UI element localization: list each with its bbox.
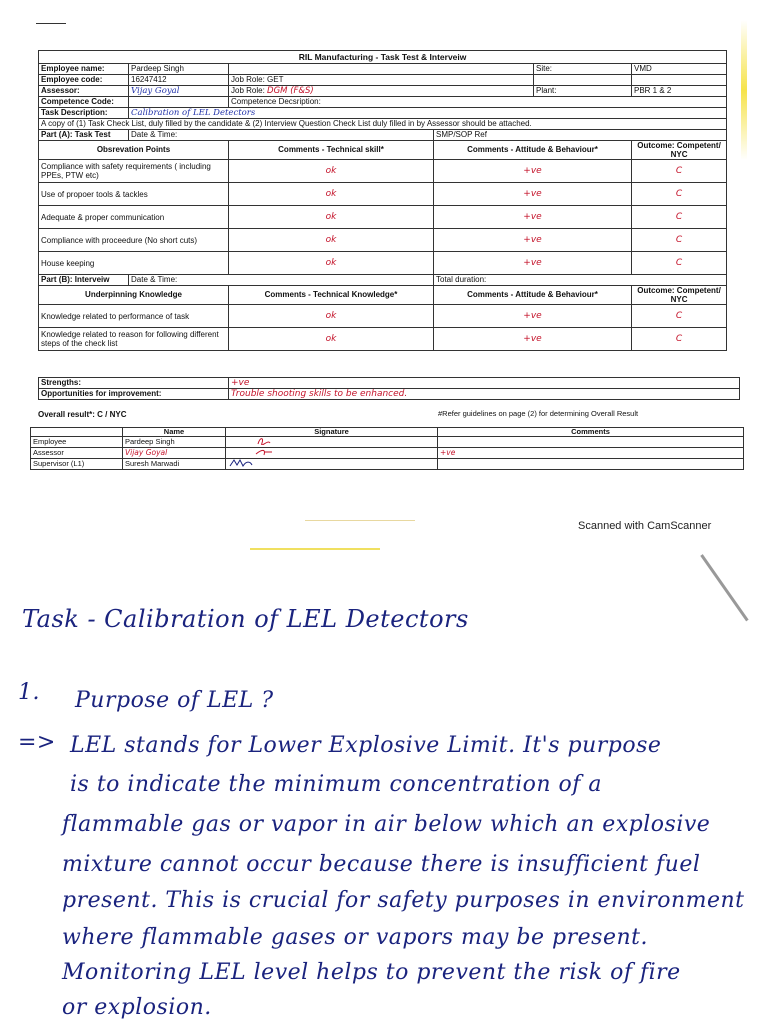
outcome: C [632, 229, 727, 252]
tech-comment: ok [229, 229, 434, 252]
attitude-comment: +ve [434, 305, 632, 328]
assessor-job-role-value: DGM (F&S) [267, 86, 314, 96]
employee-name-value: Pardeep Singh [129, 64, 229, 75]
employee-name-label: Employee name: [39, 64, 129, 75]
table-row [39, 252, 727, 275]
observation-point: Adequate & proper communication [39, 206, 229, 229]
signature [226, 448, 438, 459]
table-row [31, 459, 744, 470]
part-a-header-tech: Comments - Technical skill* [229, 141, 434, 160]
part-a-label: Part (A): Task Test [39, 130, 129, 141]
sig-role: Employee [31, 437, 123, 448]
divider [305, 520, 415, 521]
page-mark [36, 23, 66, 24]
scanner-watermark: Scanned with CamScanner [578, 520, 712, 532]
strengths-value: +ve [229, 378, 740, 389]
sig-comment [438, 437, 744, 448]
attitude-comment: +ve [434, 252, 632, 275]
tech-comment: ok [229, 252, 434, 275]
answer-line: or explosion. [62, 995, 212, 1020]
divider [250, 548, 380, 550]
site-label: Site: [534, 64, 632, 75]
tech-comment: ok [229, 305, 434, 328]
part-b-header-tech: Comments - Technical Knowledge* [229, 286, 434, 305]
attitude-comment: +ve [434, 160, 632, 183]
competence-code-label: Competence Code: [39, 97, 129, 108]
table-row [39, 160, 727, 183]
question-number: 1. [18, 680, 40, 705]
part-a-header-attitude: Comments - Attitude & Behaviour* [434, 141, 632, 160]
table-row [31, 448, 744, 459]
tech-comment: ok [229, 160, 434, 183]
part-b-header-points: Underpinning Knowledge [39, 286, 229, 305]
observation-point: Compliance with proceedure (No short cuts) [39, 229, 229, 252]
assessor-job-role-label: Job Role: [231, 86, 265, 95]
competence-description-label: Competence Decsription: [229, 97, 727, 108]
employee-code-value: 16247412 [129, 75, 229, 86]
part-b-header-outcome: Outcome: Competent/ NYC [632, 286, 727, 305]
smp-ref-label: SMP/SOP Ref [434, 130, 727, 141]
answer-line: is to indicate the minimum concentration of a [70, 772, 603, 797]
sig-role: Assessor [31, 448, 123, 459]
answer-line: where flammable gases or vapors may be present. [62, 925, 648, 950]
table-row [39, 206, 727, 229]
signature-table [30, 427, 744, 470]
outcome: C [632, 305, 727, 328]
answer-line: flammable gas or vapor in air below which an explosive [62, 812, 711, 837]
signature [226, 437, 438, 448]
part-a-date-label: Date & Time: [129, 130, 434, 141]
improvement-label: Opportunities for improvement: [39, 389, 229, 400]
observation-point: Compliance with safety requirements ( including PPEs, PTW etc) [39, 160, 229, 183]
assessor-value: Vijay Goyal [129, 86, 229, 97]
signature [226, 459, 438, 470]
attitude-comment: +ve [434, 328, 632, 351]
job-role-value: GET [267, 75, 284, 84]
refer-note: #Refer guidelines on page (2) for determining Overall Result [438, 409, 639, 418]
task-description-value: Calibration of LEL Detectors [129, 108, 727, 119]
assessment-form [38, 50, 726, 351]
employee-code-label: Employee code: [39, 75, 129, 86]
site-value: VMD [632, 64, 727, 75]
table-row [39, 229, 727, 252]
highlighter-mark [741, 20, 747, 160]
attitude-comment: +ve [434, 183, 632, 206]
part-a-header-outcome: Outcome: Competent/ NYC [632, 141, 727, 160]
tech-comment: ok [229, 183, 434, 206]
strengths-section [38, 377, 740, 400]
plant-label: Plant: [534, 86, 632, 97]
outcome: C [632, 183, 727, 206]
pen-shadow [700, 554, 748, 621]
strengths-label: Strengths: [39, 378, 229, 389]
outcome: C [632, 328, 727, 351]
task-description-label: Task Description: [39, 108, 129, 119]
plant-value: PBR 1 & 2 [632, 86, 727, 97]
sig-header-comments: Comments [438, 428, 744, 437]
tech-comment: ok [229, 328, 434, 351]
copy-note: A copy of (1) Task Check List, duly filled by the candidate & (2) Interview Question Check List duly filled in by Assessor should be attached. [39, 119, 727, 130]
answer-line: present. This is crucial for safety purposes in environment [62, 888, 745, 913]
improvement-value: Trouble shooting skills to be enhanced. [229, 389, 740, 400]
outcome: C [632, 206, 727, 229]
overall-result: Overall result*: C / NYC [38, 410, 127, 419]
table-row [39, 183, 727, 206]
sig-role: Supervisor (L1) [31, 459, 123, 470]
observation-point: House keeping [39, 252, 229, 275]
sig-name: Suresh Marwadi [123, 459, 226, 470]
total-duration-label: Total duration: [434, 275, 727, 286]
assessor-label: Assessor: [39, 86, 129, 97]
answer-arrow: => [18, 730, 56, 755]
attitude-comment: +ve [434, 229, 632, 252]
answer-line: Monitoring LEL level helps to prevent the risk of fire [62, 960, 681, 985]
sig-comment: +ve [438, 448, 744, 459]
job-role-label: Job Role: [231, 75, 265, 84]
table-row [39, 328, 727, 351]
part-a-header-points: Obsrevation Points [39, 141, 229, 160]
part-b-label: Part (B): Interveiw [39, 275, 129, 286]
sig-comment [438, 459, 744, 470]
attitude-comment: +ve [434, 206, 632, 229]
answer-line: LEL stands for Lower Explosive Limit. It's purpose [70, 733, 662, 758]
part-b-header-attitude: Comments - Attitude & Behaviour* [434, 286, 632, 305]
answer-line: mixture cannot occur because there is insufficient fuel [62, 852, 701, 877]
part-b-date-label: Date & Time: [129, 275, 434, 286]
tech-comment: ok [229, 206, 434, 229]
knowledge-point: Knowledge related to reason for following different steps of the check list [39, 328, 229, 351]
outcome: C [632, 160, 727, 183]
table-row [31, 437, 744, 448]
observation-point: Use of propoer tools & tackles [39, 183, 229, 206]
question-text: Purpose of LEL ? [75, 688, 274, 713]
table-row [39, 305, 727, 328]
knowledge-point: Knowledge related to performance of task [39, 305, 229, 328]
sig-header-name: Name [123, 428, 226, 437]
notes-heading: Task - Calibration of LEL Detectors [22, 605, 469, 633]
form-title: RIL Manufacturing - Task Test & Interveiw [39, 51, 727, 64]
sig-header-signature: Signature [226, 428, 438, 437]
sig-name: Vijay Goyal [123, 448, 226, 459]
sig-name: Pardeep Singh [123, 437, 226, 448]
outcome: C [632, 252, 727, 275]
